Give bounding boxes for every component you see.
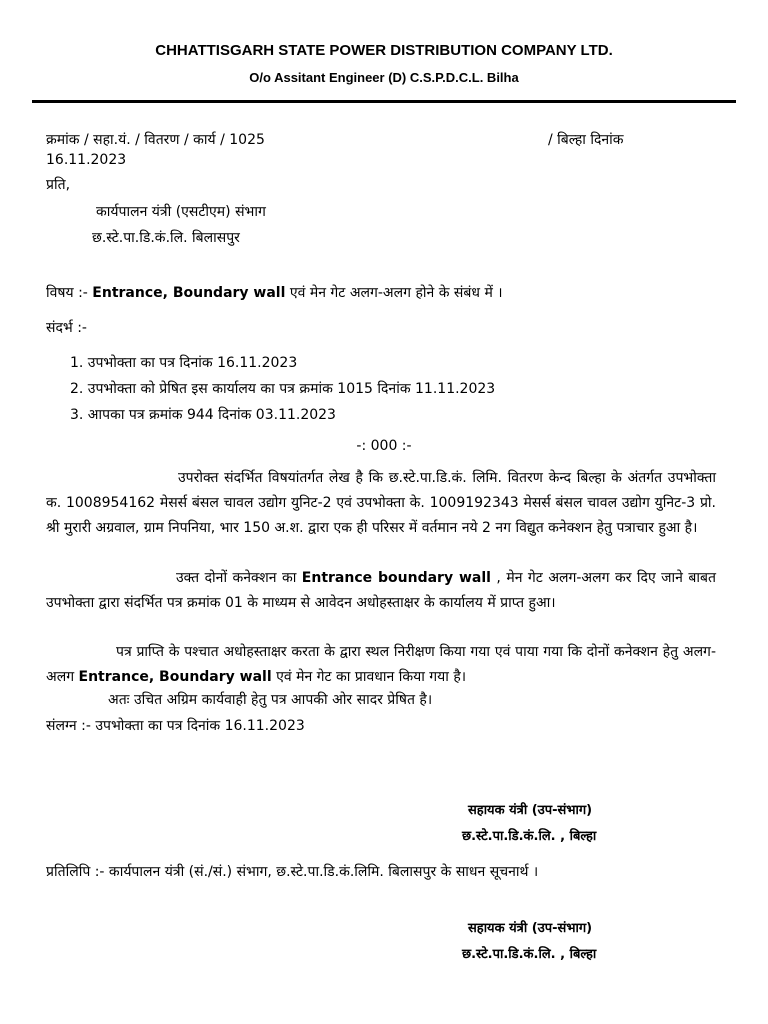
signature-title-2: सहायक यंत्री (उप-संभाग) [468, 921, 593, 936]
separator: -: 000 :- [356, 438, 412, 454]
signature-org: छ.स्टे.पा.डि.कं.लि. , बिल्हा [462, 829, 597, 844]
recipient-line-1: कार्यपालन यंत्री (एसटीएम) संभाग [96, 204, 266, 220]
to-label: प्रति, [46, 177, 71, 193]
paragraph-3 [46, 640, 716, 690]
signature-title: सहायक यंत्री (उप-संभाग) [468, 803, 593, 818]
subject-line [46, 283, 503, 302]
recipient-line-2: छ.स्टे.पा.डि.कं.लि. बिलासपुर [92, 230, 240, 246]
para3-pre: पत्र प्राप्ति के पश्चात अधोहस्ताक्षर करता के द्वारा स्थल निरीक्षण किया गया एवं पाया गया कि दोनों कनेक्शन हेतु अलग-अलग [46, 644, 716, 685]
reference-number: क्रमांक / सहा.यं. / वितरण / कार्य / 1025 [46, 132, 265, 148]
paragraph-2 [46, 566, 716, 616]
reference-item: 1. उपभोक्ता का पत्र दिनांक 16.11.2023 [70, 355, 298, 371]
paragraph-4: अतः उचित अग्रिम कार्यवाही हेतु पत्र आपकी ओर सादर प्रेषित है। [108, 692, 433, 708]
references-label: संदर्भ :- [46, 320, 87, 336]
para2-post: , मेन गेट अलग-अलग कर दिए जाने बाबत उपभोक्ता द्वारा संदर्भित पत्र क्रमांक 01 के माध्यम से आवेदन अधोहस्ताक्षर के कार्यालय में प्राप्त हुआ। [46, 570, 716, 611]
subject-label: विषय :- [46, 285, 93, 301]
subject-rest: एवं मेन गेट अलग-अलग होने के संबंध में । [285, 285, 503, 301]
reference-item: 2. उपभोक्ता को प्रेषित इस कार्यालय का पत्र क्रमांक 1015 दिनांक 11.11.2023 [70, 381, 496, 397]
paragraph-1: उपरोक्त संदर्भित विषयांतर्गत लेख है कि छ.स्टे.पा.डि.कं. लिमि. वितरण केन्द बिल्हा के अंतर्गत उपभोक्ता क. 1008954162 मेसर्स बंसल चावल उद्योग युनिट-2 एवं उपभोक्ता के. 1009192343 मेसर्स बंसल चावल उद्योग युनिट-3 प्रो. श्री मुरारी अग्रवाल, ग्राम निपनिया, भार 150 अ.श. द्वारा एक ही परिसर में वर्तमान नये 2 नग विद्युत कनेक्शन हेतु पत्राचार हुआ है। [46, 470, 716, 536]
para2-bold: Entrance boundary wall [301, 570, 491, 586]
para2-pre: उक्त दोनों कनेक्शन का [176, 570, 302, 586]
para3-bold: Entrance, Boundary wall [78, 669, 272, 685]
para3-post: एवं मेन गेट का प्रावधान किया गया है। [271, 669, 467, 685]
enclosure: संलग्न :- उपभोक्ता का पत्र दिनांक 16.11.2023 [46, 718, 305, 734]
company-name: CHHATTISGARH STATE POWER DISTRIBUTION COMPANY LTD. [155, 42, 613, 59]
subject-bold: Entrance, Boundary wall [92, 285, 286, 301]
reference-item: 3. आपका पत्र क्रमांक 944 दिनांक 03.11.2023 [70, 407, 336, 423]
header-divider [32, 100, 736, 103]
letter-date: 16.11.2023 [46, 152, 127, 168]
place-date-label: / बिल्हा दिनांक [548, 132, 624, 148]
office-name: O/o Assitant Engineer (D) C.S.P.D.C.L. Bilha [249, 70, 519, 85]
copy-to: प्रतिलिपि :- कार्यपालन यंत्री (सं./सं.) संभाग, छ.स्टे.पा.डि.कं.लिमि. बिलासपुर के साधन सूचनार्थ । [46, 864, 539, 880]
signature-org-2: छ.स्टे.पा.डि.कं.लि. , बिल्हा [462, 947, 597, 962]
